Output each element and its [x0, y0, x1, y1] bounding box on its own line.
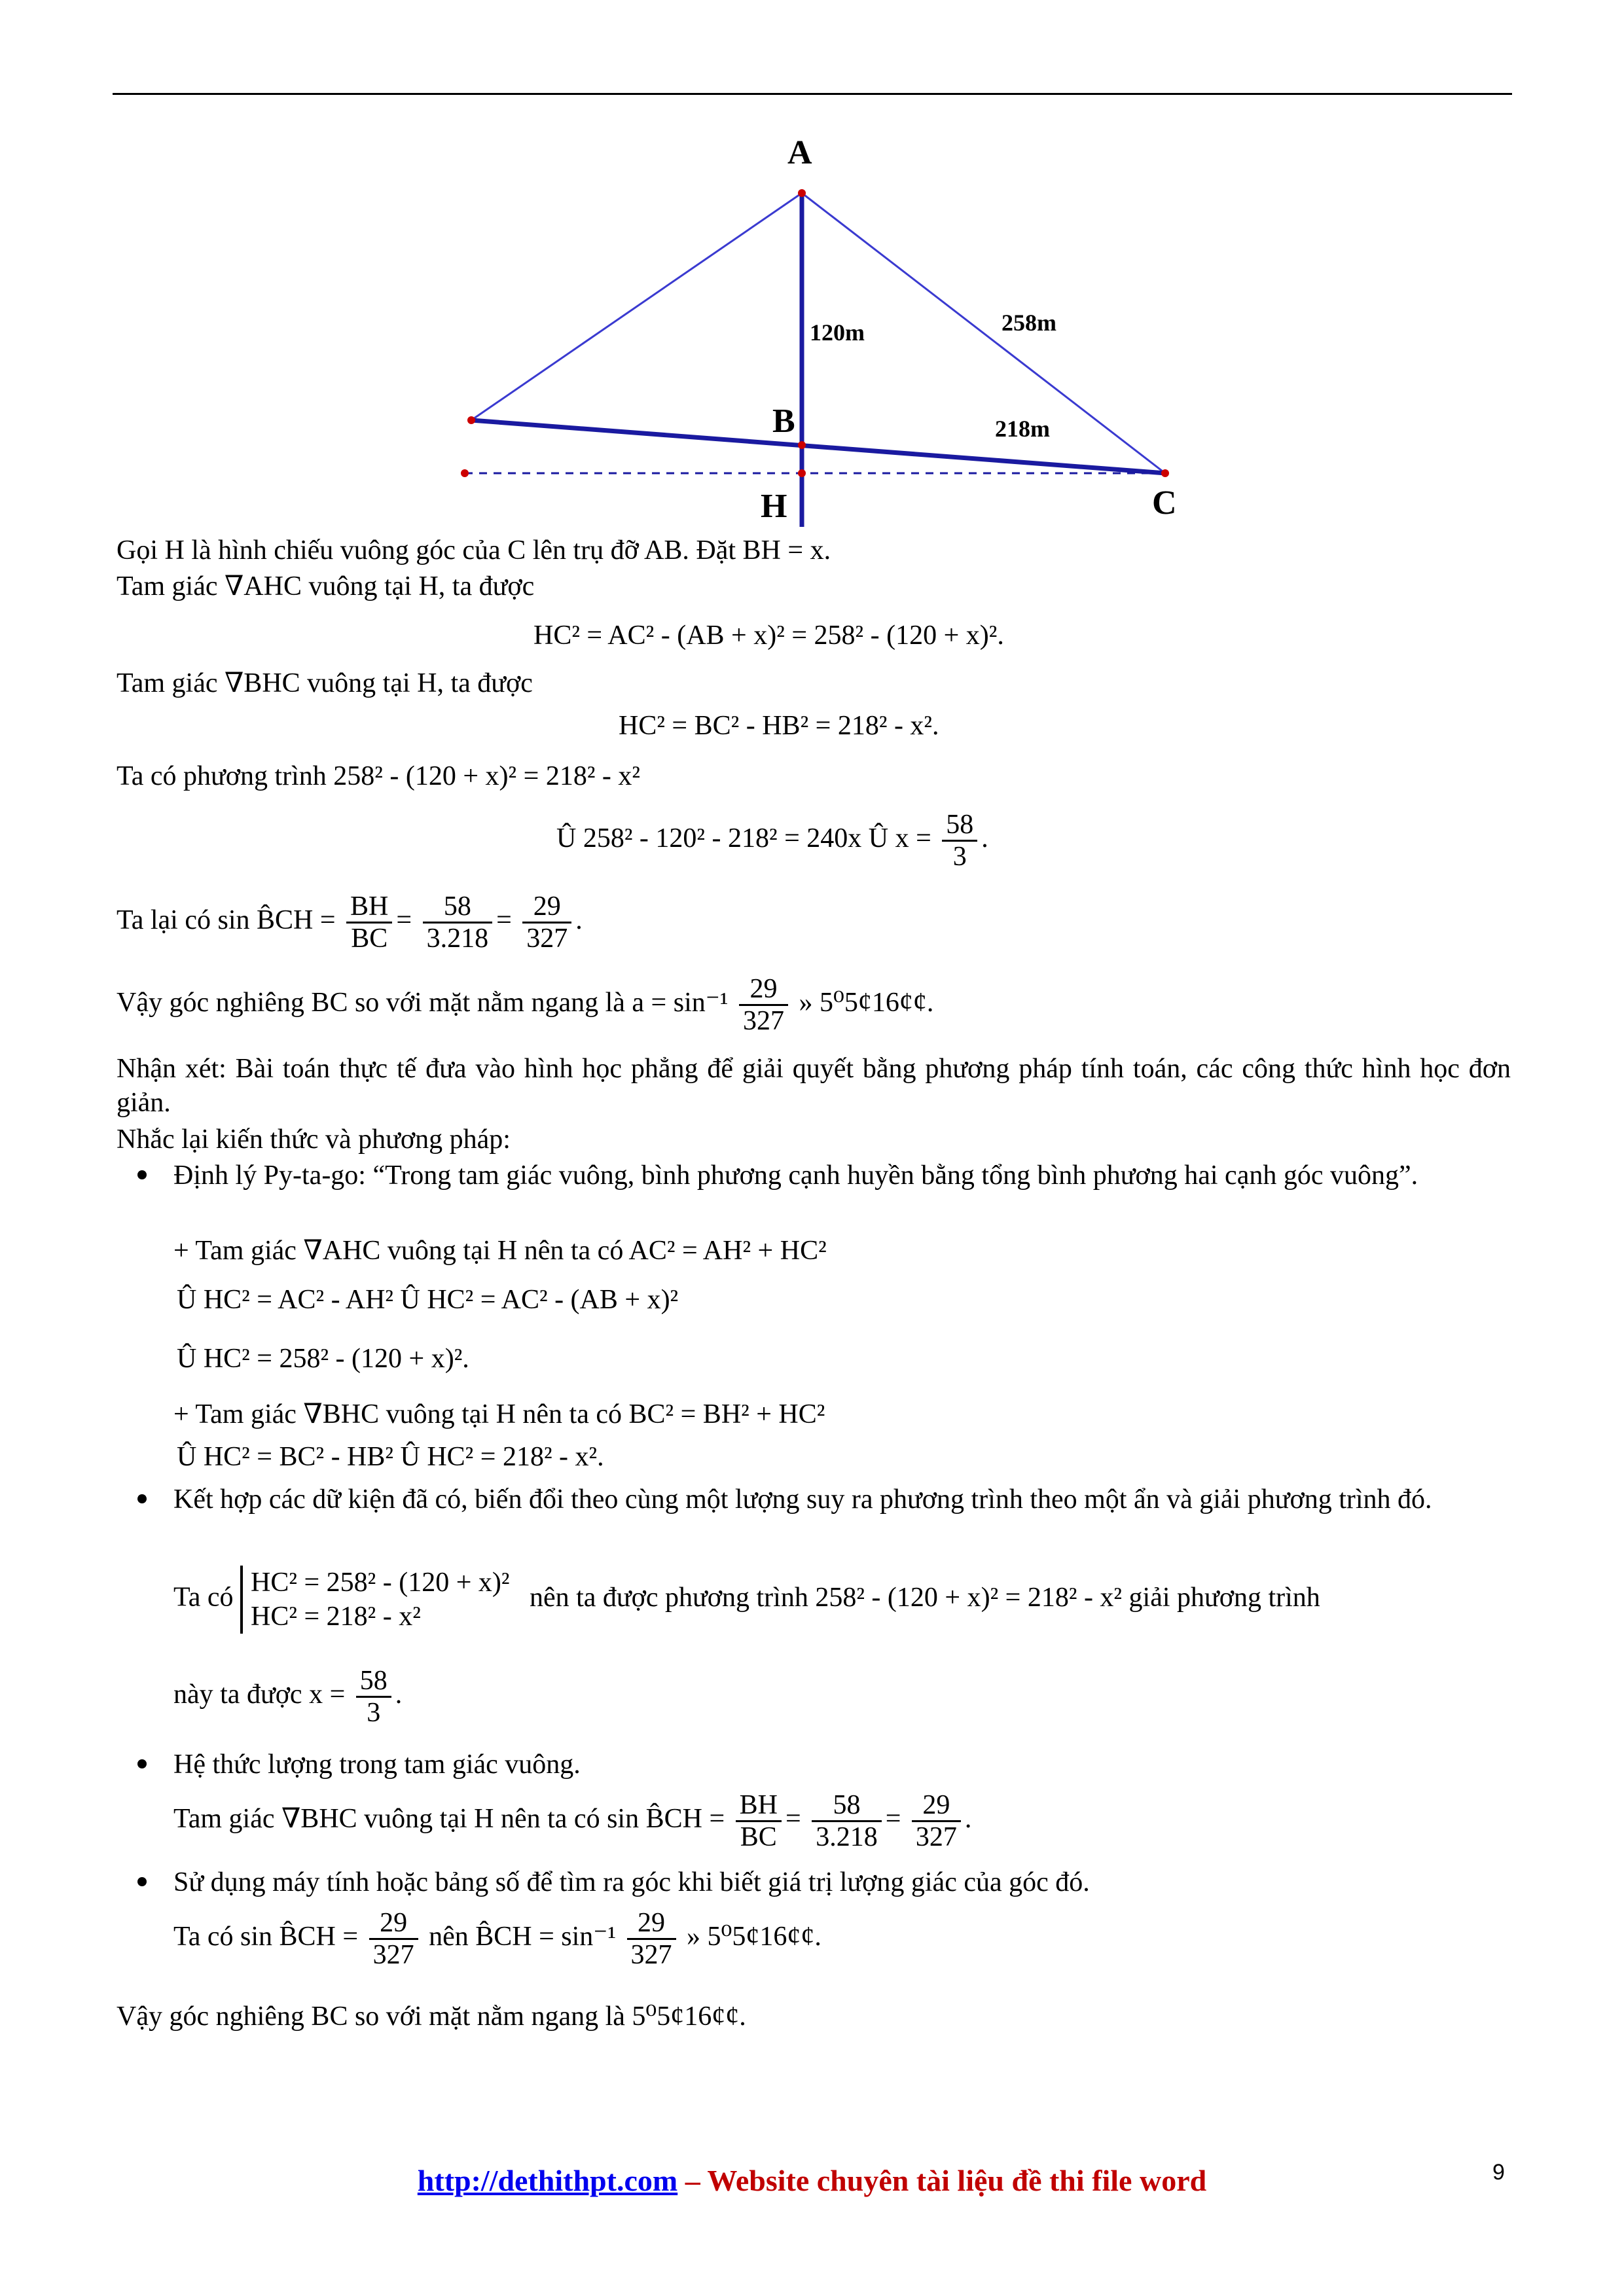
point-h — [798, 469, 806, 477]
point-a — [798, 189, 806, 197]
bullet-4-line — [173, 1908, 821, 1970]
bullet-1-line-4: + Tam giác ∇BHC vuông tại H nên ta có BC² = BH² + HC² — [173, 1399, 825, 1429]
conclusion: Vậy góc nghiêng BC so với mặt nằm ngang là 5⁰5¢16¢¢. — [117, 2001, 746, 2032]
numerator: 29 — [912, 1790, 961, 1822]
fraction-29-327 — [912, 1790, 961, 1852]
ac-length-label: 258m — [1001, 310, 1056, 336]
recall-heading: Nhắc lại kiến thức và phương pháp: — [117, 1124, 511, 1155]
label-a: A — [787, 134, 812, 171]
denominator: 3.218 — [426, 924, 489, 954]
equation-3-text: Û 258² - 120² - 218² = 240x Û x = — [556, 823, 931, 854]
footer-tagline: – Website chuyên tài liệu đề thi file word — [677, 2164, 1207, 2197]
denominator: 3 — [367, 1698, 381, 1728]
equation-1: HC² = AC² - (AB + x)² = 258² - (120 + x)². — [533, 620, 1004, 651]
numerator: 58 — [423, 891, 493, 924]
denominator: 3.218 — [816, 1822, 878, 1852]
numerator: BH — [736, 1790, 782, 1822]
sin-line-text: Ta lại có sin B̂CH = — [117, 905, 336, 936]
equation-3: Û 258² - 120² - 218² = 240x Û x = $\frac{58}{3}$ . — [556, 810, 988, 872]
numerator: 29 — [627, 1908, 676, 1940]
numerator: 58 — [812, 1790, 882, 1822]
label-b: B — [772, 403, 795, 440]
fraction-58-3 — [356, 1666, 391, 1728]
bullet-2-final: này ta được x = $\frac{58}{3}$ . — [173, 1666, 403, 1728]
bullet-1-line-5: Û HC² = BC² - HB² Û HC² = 218² - x². — [177, 1442, 604, 1472]
fraction-29-327 — [522, 891, 571, 954]
numerator: 58 — [356, 1666, 391, 1698]
line-2: Tam giác ∇AHC vuông tại H, ta được — [117, 571, 535, 601]
bullet-icon — [137, 1877, 147, 1886]
bullet-1-line-1: + Tam giác ∇AHC vuông tại H nên ta có AC² = AH² + HC² — [173, 1236, 827, 1266]
footer-link[interactable]: http://dethithpt.com — [417, 2164, 678, 2197]
bullet-2: Kết hợp các dữ kiện đã có, biến đổi theo cùng một lượng suy ra phương trình theo một ẩn và giải phương trình đó. — [173, 1484, 1432, 1515]
bullet-1-line-3: Û HC² = 258² - (120 + x)². — [177, 1344, 469, 1374]
bullet-4-line-b: nên B̂CH = sin⁻¹ — [429, 1922, 617, 1952]
line-1: Gọi H là hình chiếu vuông góc của C lên trụ đỡ AB. Đặt BH = x. — [117, 535, 831, 565]
system-brace — [240, 1566, 509, 1634]
bullet-icon — [137, 1494, 147, 1503]
bullet-3-line: Tam giác ∇BHC vuông tại H nên ta có sin B̂CH = $\frac{BH}{BC}$ = $\frac{58}{3.218}$ = $\frac{29}{327}$ . — [173, 1790, 972, 1852]
equation-2: HC² = BC² - HB² = 218² - x². — [619, 711, 939, 741]
line-4: Ta có phương trình 258² - (120 + x)² = 218² - x² — [117, 761, 640, 791]
bc-length-label: 218m — [995, 416, 1050, 442]
ab-length-label: 120m — [810, 319, 865, 346]
fraction-bh-bc — [736, 1790, 782, 1852]
fraction-58-3218 — [423, 891, 493, 954]
header-rule — [113, 93, 1512, 95]
bullet-1: Định lý Py-ta-go: “Trong tam giác vuông, bình phương cạnh huyền bằng tổng bình phương hai cạnh góc vuông”. — [173, 1160, 1418, 1191]
point-left — [467, 416, 475, 424]
system-taco: Ta có — [173, 1582, 234, 1613]
denominator: BC — [740, 1822, 777, 1852]
fraction-bh-bc — [346, 891, 392, 954]
fraction-29-327 — [369, 1908, 418, 1970]
line-3: Tam giác ∇BHC vuông tại H, ta được — [117, 668, 533, 698]
footer — [0, 2163, 1624, 2198]
denominator: 3 — [952, 842, 967, 872]
bullet-3: Hệ thức lượng trong tam giác vuông. — [173, 1749, 581, 1780]
numerator: BH — [346, 891, 392, 924]
label-c: C — [1152, 484, 1177, 522]
numerator: 29 — [739, 974, 788, 1006]
bullet-3-line-text: Tam giác ∇BHC vuông tại H nên ta có sin B̂CH = — [173, 1804, 725, 1835]
system-line — [173, 1566, 1320, 1634]
side-bc — [471, 420, 1165, 473]
label-h: H — [761, 488, 787, 525]
fraction-58-3218 — [812, 1790, 882, 1852]
remark: Nhận xét: Bài toán thực tế đưa vào hình học phẳng để giải quyết bằng phương pháp tính toán, các công thức hình học đơn giản. — [117, 1054, 1511, 1118]
system-eq-2: HC² = 218² - x² — [251, 1602, 421, 1632]
numerator: 29 — [522, 891, 571, 924]
fraction-29-327 — [627, 1908, 676, 1970]
point-b — [798, 441, 806, 449]
denominator: 327 — [372, 1940, 414, 1970]
denominator: 327 — [743, 1006, 785, 1036]
system-rest: nên ta được phương trình 258² - (120 + x)² = 218² - x² giải phương trình — [529, 1582, 1320, 1613]
denominator: 327 — [526, 924, 568, 954]
sin-line: Ta lại có sin B̂CH = $\frac{BH}{BC}$ = $\frac{58}{3.218}$ = $\frac{29}{327}$ . — [117, 891, 583, 954]
system-eq-1: HC² = 258² - (120 + x)² — [251, 1568, 510, 1598]
bullet-4-line-a: Ta có sin B̂CH = — [173, 1922, 359, 1952]
point-c — [1161, 469, 1169, 477]
page-number: 9 — [1492, 2160, 1505, 2185]
angle-line-text: Vậy góc nghiêng BC so với mặt nằm ngang là a = sin⁻¹ — [117, 988, 729, 1018]
numerator: 58 — [942, 810, 977, 842]
denominator: 327 — [915, 1822, 957, 1852]
bullet-icon — [137, 1759, 147, 1768]
fraction-58-3 — [942, 810, 977, 872]
bullet-2-final-text: này ta được x = — [173, 1679, 346, 1710]
bullet-icon — [137, 1170, 147, 1179]
point-dash-left — [461, 469, 469, 477]
denominator: BC — [351, 924, 388, 954]
fraction-29-327 — [739, 974, 788, 1036]
side-a-left — [471, 193, 802, 420]
bullet-1-line-2: Û HC² = AC² - AH² Û HC² = AC² - (AB + x)² — [177, 1285, 679, 1315]
bullet-4: Sử dụng máy tính hoặc bảng số để tìm ra góc khi biết giá trị lượng giác của góc đó. — [173, 1867, 1090, 1897]
angle-value: » 5⁰5¢16¢¢. — [799, 988, 934, 1018]
angle-line — [117, 974, 933, 1036]
bullet-4-line-c: » 5⁰5¢16¢¢. — [687, 1922, 821, 1952]
numerator: 29 — [369, 1908, 418, 1940]
denominator: 327 — [630, 1940, 672, 1970]
triangle-figure — [419, 134, 1204, 527]
